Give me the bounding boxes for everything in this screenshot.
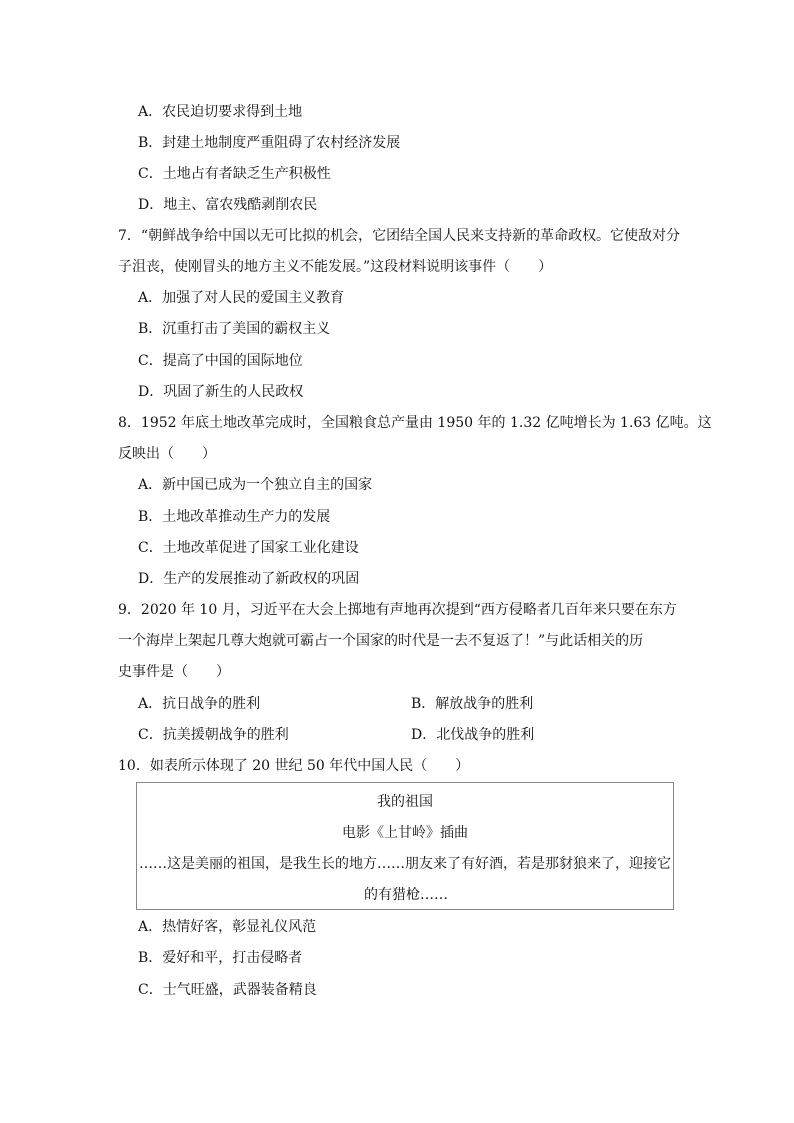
q9-option-c: C．抗美援朝战争的胜利 [138, 727, 289, 743]
q10-option-c: C．士气旺盛，武器装备精良 [138, 982, 317, 998]
q10-option-b: B．爱好和平，打击侵略者 [138, 950, 303, 966]
q9-option-a: A．抗日战争的胜利 [138, 696, 261, 712]
q7-stem-line-1: 7．“朝鲜战争给中国以无可比拟的机会，它团结全国人民来支持新的革命政权。它使敌对分 [118, 228, 681, 244]
q9-option-b: B．解放战争的胜利 [411, 696, 534, 712]
q7-option-a: A．加强了对人民的爱国主义教育 [138, 290, 345, 306]
q8-stem-line-2: 反映出（ ） [118, 446, 216, 462]
q9-stem-line-1: 9．2020 年 10 月，习近平在大会上掷地有声地再次提到“西方侵略者几百年来只要在东方 [118, 602, 677, 618]
table-lyric-line-1: ……这是美丽的祖国，是我生长的地方……朋友来了有好酒，若是那豺狼来了，迎接它 [139, 856, 671, 872]
q10-stem: 10．如表所示体现了 20 世纪 50 年代中国人民（ ） [118, 758, 470, 774]
q9-option-d: D．北伐战争的胜利 [411, 727, 535, 743]
q10-option-a: A．热情好客，彰显礼仪风范 [138, 919, 317, 935]
table-subtitle: 电影《上甘岭》插曲 [342, 825, 468, 841]
table-title: 我的祖国 [377, 794, 433, 810]
q8-stem-line-1: 8．1952 年底土地改革完成时，全国粮食总产量由 1950 年的 1.32 亿吨增长为 1.63 亿吨。这 [118, 415, 712, 431]
q7-option-d: D．巩固了新生的人民政权 [138, 384, 304, 400]
q6-option-c: C．土地占有者缺乏生产积极性 [138, 166, 331, 182]
table-lyric-line-2: 的有猎枪…… [364, 887, 448, 903]
q8-option-c: C．土地改革促进了国家工业化建设 [138, 540, 359, 556]
lyrics-table [136, 782, 674, 910]
q6-option-b: B．封建土地制度严重阻碍了农村经济发展 [138, 135, 401, 151]
q6-option-a: A．农民迫切要求得到土地 [138, 104, 303, 120]
q8-option-d: D．生产的发展推动了新政权的巩固 [138, 571, 360, 587]
q7-option-c: C．提高了中国的国际地位 [138, 353, 303, 369]
q8-option-a: A．新中国已成为一个独立自主的国家 [138, 477, 373, 493]
q7-stem-line-2: 子沮丧，使刚冒头的地方主义不能发展。”这段材料说明该事件（ ） [118, 259, 553, 275]
q9-stem-line-2: 一个海岸上架起几尊大炮就可霸占一个国家的时代是一去不复返了！”与此话相关的历 [118, 633, 644, 649]
q6-option-d: D．地主、富农残酷剥削农民 [138, 197, 318, 213]
q9-stem-line-3: 史事件是（ ） [118, 664, 230, 680]
q7-option-b: B．沉重打击了美国的霸权主义 [138, 321, 331, 337]
q8-option-b: B．土地改革推动生产力的发展 [138, 509, 331, 525]
